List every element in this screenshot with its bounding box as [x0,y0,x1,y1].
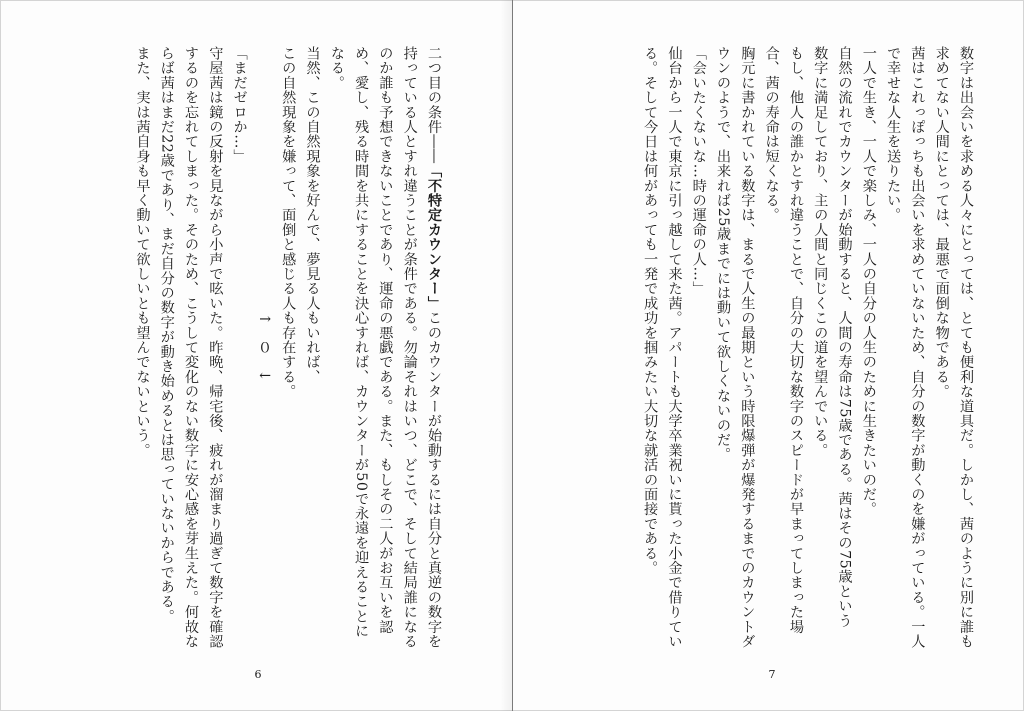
text-line: 一人で生き、一人で楽しみ、一人の自分の人生のために生きたいのだ。 [860,46,877,517]
page-number-right: 7 [768,668,776,681]
page-6-text [130,46,446,649]
text-line: 持っている人とすれ違うことが条件である。勿論それはいつ、どこで、そして結局誰になる [401,46,418,649]
text-line: なる。 [328,46,345,91]
text-line: 数字に満足しており、主の人間と同じくこの道を望んでいる。 [812,46,829,458]
text-line: 合、茜の寿命は短くなる。 [763,46,780,223]
text-line: 茜はこれっぽっちも出会いを求めていないため、自分の数字が動くのを嫌がっている。一人 [909,46,926,649]
text-line: この自然現象を嫌って、面倒と感じる人も存在する。 [280,46,297,399]
text-line: 自然の流れでカウンターが始動すると、人間の寿命は75歳である。茜はその75歳という [836,46,853,629]
page-7-text [638,46,978,649]
text-line: で幸せな人生を送りたい。 [885,46,902,223]
text-line: 「まだゼロか…」 [231,46,248,164]
text-line: ウンのようで、出来れば25歳までには動いて欲しくないのだ。 [715,46,732,462]
bold-term: 「不特定カウンター」 [426,163,442,311]
text-line: また、実は茜自身も早く動いて欲しいとも望んでないという。 [134,46,151,458]
text-line: らば茜はまだ22歳であり、まだ自分の数字が動き始めるとは思っていないからである。 [158,46,175,624]
text-line: る。そして今日は何があっても一発で成功を掴みたい大切な就活の面接である。 [642,46,659,576]
text-line: 当然、この自然現象を好んで、夢見る人もいれば、 [304,46,321,385]
text-line: 「会いたくないな…時の運命の人…」 [690,46,707,296]
text-line: 求めてない人間にとっては、最悪で面倒な物である。 [933,46,950,399]
text-line [422,46,446,649]
text-line: するのを忘れてしまった。そのため、こうして変化のない数字に安心感を芽生えた。何故な [183,46,200,649]
text-line: 仙台から一人で東京に引っ越して来た茜。アパートも大学卒業祝いに貰った小金で借りてい [666,46,683,649]
page-right [513,0,1024,711]
gutter-shadow [500,0,512,711]
text-line: 胸元に書かれている数字は、まるで人生の最期という時限爆弾が爆発するまでのカウントダ [739,46,756,649]
condition-intro: 二つ目の条件―― [426,46,442,164]
text-line: め、愛し、残る時間を共にすることを決心すれば、カウンターが50で永遠を迎えることに [353,46,370,639]
condition-rest: このカウンターが始動するには自分と真逆の数字を [426,310,442,649]
text-line: のか誰も予想できないことであり、運命の悪戯である。また、もしその二人がお互いを認 [377,46,394,634]
text-line: 数字は出会いを求める人々にとっては、とても便利な道具だ。しかし、茜のように別に誰も [958,46,974,649]
page-number-left: 6 [254,668,262,681]
text-line: もし、他人の誰かとすれ違うことで、自分の大切な数字のスピードが早まってしまった場 [787,46,804,634]
text-line: 守屋茜は鏡の反射を見ながら小声で呟いた。昨晩、帰宅後、疲れが溜まり過ぎて数字を確認 [207,46,224,649]
section-separator: ↑ ０ ↓ [255,312,272,382]
